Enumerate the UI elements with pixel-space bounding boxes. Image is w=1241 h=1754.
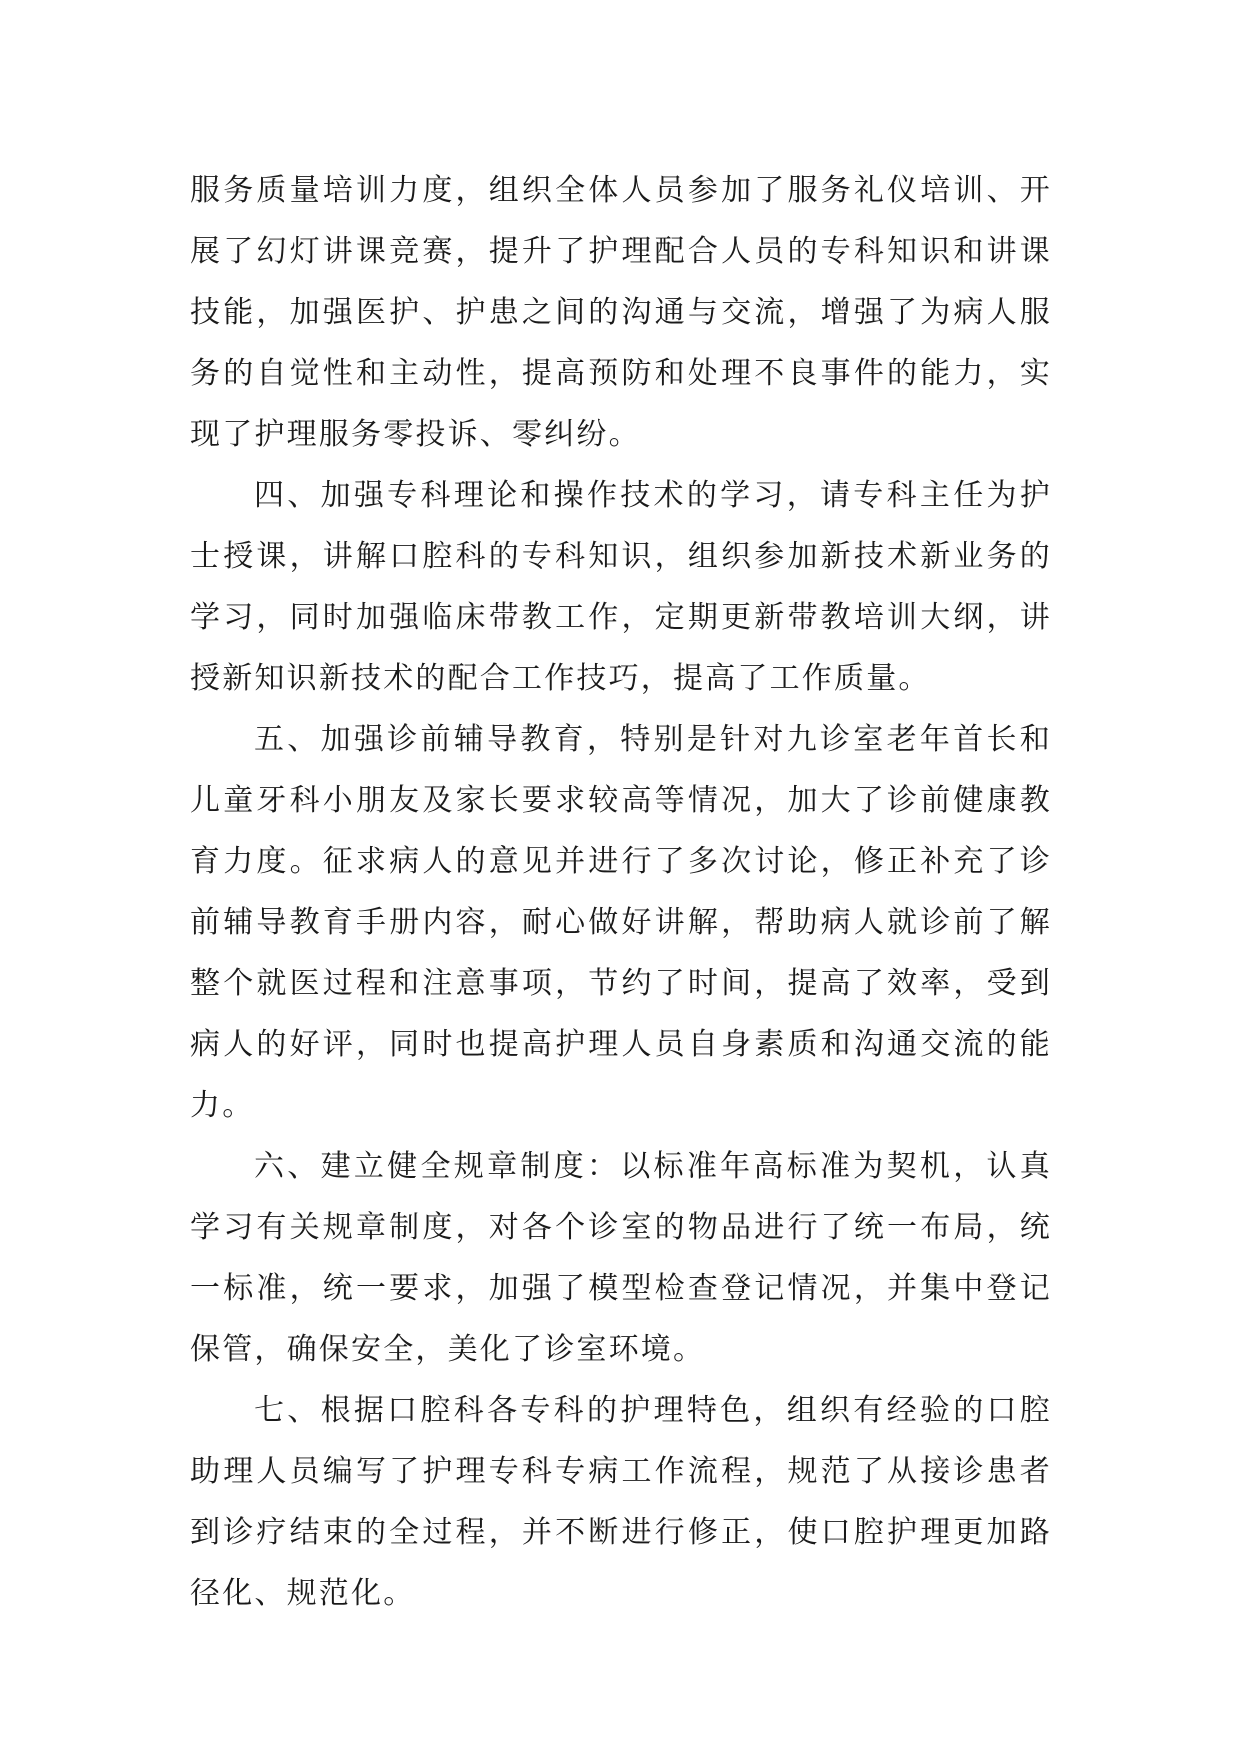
- paragraph-section-four: 四、加强专科理论和操作技术的学习，请专科主任为护士授课，讲解口腔科的专科知识，组织参加新技术新业务的学习，同时加强临床带教工作，定期更新带教培训大纲，讲授新知识新技术的配合工作技巧，提高了工作质量。: [190, 478, 1052, 696]
- document-body: [190, 160, 1052, 1624]
- paragraph-section-six: 六、建立健全规章制度：以标准年高标准为契机，认真学习有关规章制度，对各个诊室的物品进行了统一布局，统一标准，统一要求，加强了模型检查登记情况，并集中登记保管，确保安全，美化了诊室环境。: [190, 1149, 1052, 1367]
- paragraph-section-seven: 七、根据口腔科各专科的护理特色，组织有经验的口腔助理人员编写了护理专科专病工作流程，规范了从接诊患者到诊疗结束的全过程，并不断进行修正，使口腔护理更加路径化、规范化。: [190, 1393, 1052, 1611]
- paragraph-section-five: 五、加强诊前辅导教育，特别是针对九诊室老年首长和儿童牙科小朋友及家长要求较高等情况，加大了诊前健康教育力度。征求病人的意见并进行了多次讨论，修正补充了诊前辅导教育手册内容，耐心做好讲解，帮助病人就诊前了解整个就医过程和注意事项，节约了时间，提高了效率，受到病人的好评，同时也提高护理人员自身素质和沟通交流的能力。: [190, 722, 1052, 1123]
- paragraph-service-training: 服务质量培训力度，组织全体人员参加了服务礼仪培训、开展了幻灯讲课竞赛，提升了护理配合人员的专科知识和讲课技能，加强医护、护患之间的沟通与交流，增强了为病人服务的自觉性和主动性，提高预防和处理不良事件的能力，实现了护理服务零投诉、零纠纷。: [190, 173, 1052, 452]
